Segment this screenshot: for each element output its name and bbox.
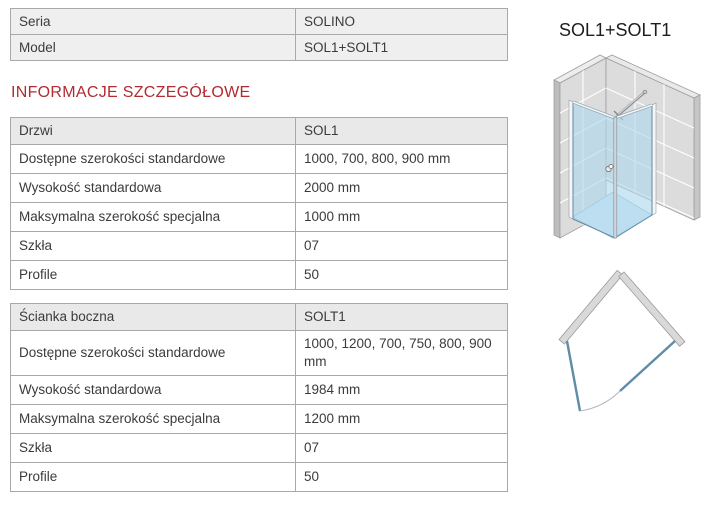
spec-row [11,405,508,434]
table-header-row [11,118,508,145]
spec-value: 1000, 1200, 700, 750, 800, 900 mm [296,331,508,376]
model-label: SOL1+SOLT1 [559,20,672,40]
spec-label: Dostępne szerokości standardowe [11,331,296,376]
spec-value: 1984 mm [296,376,508,405]
spec-row [11,331,508,376]
spec-label: Profile [11,261,296,290]
glass-door [569,100,615,238]
spec-row [11,463,508,492]
plan-side-panel [620,341,675,391]
summary-value: SOL1+SOLT1 [296,35,508,61]
spec-value: 1200 mm [296,405,508,434]
summary-row-seria [11,9,508,35]
center-profile [614,117,617,238]
spec-row [11,203,508,232]
glass-side-panel [615,103,656,238]
spec-label: Dostępne szerokości standardowe [11,145,296,174]
plan-left-wall [559,270,623,344]
spec-row [11,145,508,174]
spec-value: 50 [296,261,508,290]
summary-label: Seria [11,9,296,35]
plan-drawing [553,270,688,422]
spec-row [11,261,508,290]
table-header-row [11,304,508,331]
spec-value: 1000, 700, 800, 900 mm [296,145,508,174]
spec-label: Wysokość standardowa [11,174,296,203]
spec-row [11,376,508,405]
door-swing-arc [580,391,620,411]
door-spec-table [10,117,508,290]
table-header-label: Drzwi [11,118,296,145]
plan-right-wall [619,272,685,346]
spec-label: Maksymalna szerokość specjalna [11,203,296,232]
spec-label: Szkła [11,434,296,463]
table-header-value: SOL1 [296,118,508,145]
spec-label: Profile [11,463,296,492]
spec-row [11,434,508,463]
spec-label: Szkła [11,232,296,261]
spec-label: Maksymalna szerokość specjalna [11,405,296,434]
summary-value: SOLINO [296,9,508,35]
spec-value: 2000 mm [296,174,508,203]
spec-value: 50 [296,463,508,492]
spec-row [11,174,508,203]
side-panel-spec-table [10,303,508,492]
table-header-label: Ścianka boczna [11,304,296,331]
spec-value: 07 [296,232,508,261]
spec-label: Wysokość standardowa [11,376,296,405]
summary-table [10,8,508,61]
summary-row-model [11,35,508,61]
spec-value: 1000 mm [296,203,508,232]
section-heading: INFORMACJE SZCZEGÓŁOWE [11,84,251,101]
summary-label: Model [11,35,296,61]
table-header-value: SOLT1 [296,304,508,331]
isometric-drawing [545,52,705,257]
spec-value: 07 [296,434,508,463]
plan-door [567,341,580,411]
spec-row [11,232,508,261]
